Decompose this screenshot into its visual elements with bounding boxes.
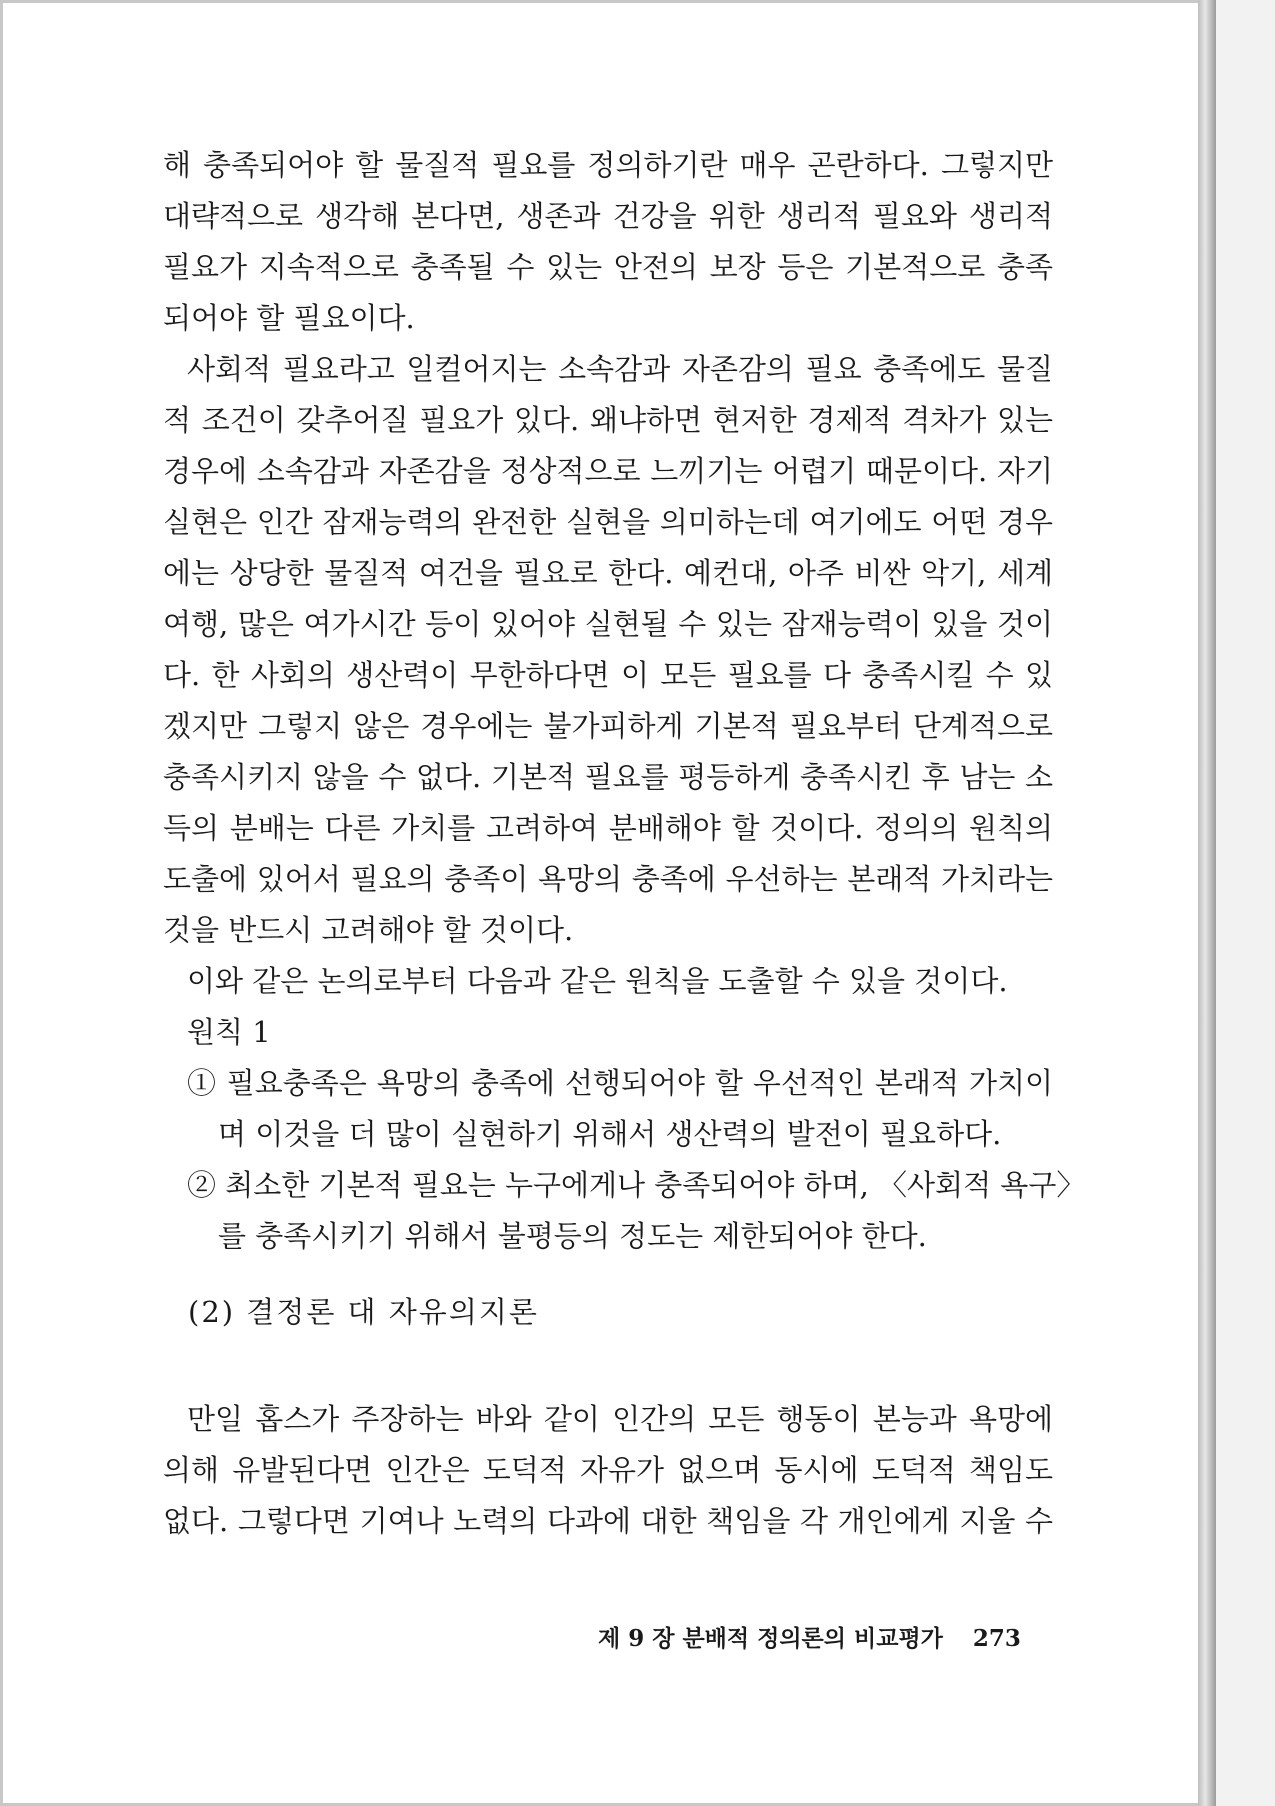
text-line: 만일 홉스가 주장하는 바와 같이 인간의 모든 행동이 본능과 욕망에: [187, 1402, 1053, 1436]
text-line: 충족시키지 않을 수 없다. 기본적 필요를 평등하게 충족시킨 후 남는 소: [163, 760, 1053, 794]
text-line: 득의 분배는 다른 가치를 고려하여 분배해야 할 것이다. 정의의 원칙의: [163, 811, 1053, 845]
text-line: 경우에 소속감과 자존감을 정상적으로 느끼기는 어렵기 때문이다. 자기: [163, 454, 1053, 488]
text-line: 대략적으로 생각해 본다면, 생존과 건강을 위한 생리적 필요와 생리적: [163, 199, 1053, 233]
text-line: 되어야 할 필요이다.: [163, 301, 415, 335]
text-line: 여행, 많은 여가시간 등이 있어야 실현될 수 있는 잠재능력이 있을 것이: [163, 607, 1053, 641]
text-line: 해 충족되어야 할 물질적 필요를 정의하기란 매우 곤란하다. 그렇지만: [163, 148, 1053, 182]
text-line: 것을 반드시 고려해야 할 것이다.: [163, 913, 574, 947]
body-text: [163, 140, 1086, 1262]
running-chapter-title: 제 9 장 분배적 정의론의 비교평가: [598, 1625, 943, 1652]
text-line: 도출에 있어서 필요의 충족이 욕망의 충족에 우선하는 본래적 가치라는: [163, 862, 1053, 896]
section-heading: (2) 결정론 대 자유의지론: [188, 1295, 539, 1329]
text-line: 없다. 그렇다면 기여나 노력의 다과에 대한 책임을 각 개인에게 지울 수: [163, 1504, 1053, 1538]
text-line: 의해 유발된다면 인간은 도덕적 자유가 없으며 동시에 도덕적 책임도: [163, 1453, 1053, 1487]
text-line: 실현은 인간 잠재능력의 완전한 실현을 의미하는데 여기에도 어떤 경우: [163, 505, 1053, 539]
text-line: 다. 한 사회의 생산력이 무한하다면 이 모든 필요를 다 충족시킬 수 있: [163, 658, 1053, 692]
text-line: 이와 같은 논의로부터 다음과 같은 원칙을 도출할 수 있을 것이다.: [187, 964, 1008, 998]
list-item-1: ① 필요충족은 욕망의 충족에 선행되어야 할 우선적인 본래적 가치이: [187, 1066, 1053, 1100]
text-line: 필요가 지속적으로 충족될 수 있는 안전의 보장 등은 기본적으로 충족: [163, 250, 1053, 284]
list-item-1-cont: 며 이것을 더 많이 실현하기 위해서 생산력의 발전이 필요하다.: [218, 1117, 1002, 1151]
list-item-2-cont: 를 충족시키기 위해서 불평등의 정도는 제한되어야 한다.: [218, 1219, 927, 1253]
text-line: 적 조건이 갖추어질 필요가 있다. 왜냐하면 현저한 경제적 격차가 있는: [163, 403, 1053, 437]
text-line: 겠지만 그렇지 않은 경우에는 불가피하게 기본적 필요부터 단계적으로: [163, 709, 1053, 743]
page-edge: [1198, 0, 1216, 1806]
text-line: 에는 상당한 물질적 여건을 필요로 한다. 예컨대, 아주 비싼 악기, 세계: [163, 556, 1053, 590]
principle-label: 원칙 1: [187, 1015, 271, 1049]
page-number: 273: [972, 1625, 1021, 1652]
body-text-2: [163, 1394, 1053, 1547]
list-item-2: ② 최소한 기본적 필요는 누구에게나 충족되어야 하며, 〈사회적 욕구〉: [187, 1168, 1086, 1202]
text-line: 사회적 필요라고 일컬어지는 소속감과 자존감의 필요 충족에도 물질: [187, 352, 1053, 386]
page-footer: [598, 1620, 1021, 1653]
